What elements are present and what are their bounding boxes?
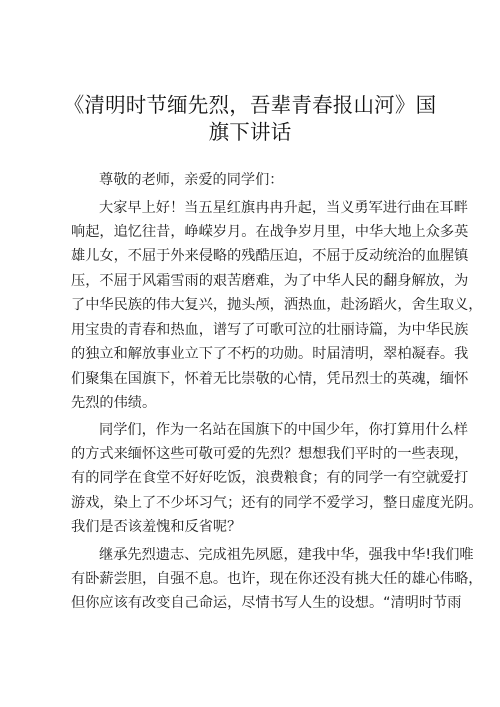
paragraph-1-line: 压，不屈于风霜雪雨的艰苦磨难，为了中华人民的翻身解放，为 [71,273,469,289]
paragraph-1-line: 雄儿女，不屈于外来侵略的残酷压迫，不屈于反动统治的血腥镇 [71,248,469,264]
paragraph-2-line: 同学们，作为一名站在国旗下的中国少年，你打算用什么样 [99,422,468,438]
paragraph-3-line: 但你应该有改变自己命运，尽情书写人生的设想。“清明时节雨 [71,595,462,611]
paragraph-3-line: 继承先烈遗志、完成祖先夙愿，建我中华，强我中华!我们唯 [99,547,474,563]
greeting: 尊敬的老师，亲爱的同学们： [99,172,284,188]
paragraph-1-line: 响起，追忆往昔，峥嵘岁月。在战争岁月里，中华大地上众多英 [71,224,469,240]
paragraph-2-line: 游戏，染上了不少坏习气；还有的同学不爱学习，整日虚度光阴。 [71,495,483,511]
paragraph-1-line: 的独立和解放事业立下了不朽的功勋。时届清明，翠柏凝春。我 [71,346,469,362]
document-title-line-2: 旗下讲话 [208,120,292,144]
paragraph-2-line: 的方式来缅怀这些可敬可爱的先烈？想想我们平时的一些表现， [71,446,469,462]
paragraph-1-line: 大家早上好！当五星红旗冉冉升起，当义勇军进行曲在耳畔 [99,200,468,216]
document-title-line-1: 《清明时节缅先烈，吾辈青春报山河》国 [63,93,437,117]
paragraph-1-line: 用宝贵的青春和热血，谱写了可歌可泣的壮丽诗篇，为中华民族 [71,322,469,338]
paragraph-1-line: 先烈的伟绩。 [71,395,157,411]
paragraph-2-line: 我们是否该羞愧和反省呢？ [71,519,242,535]
paragraph-1-line: 们聚集在国旗下，怀着无比崇敬的心情，凭吊烈士的英魂，缅怀 [71,371,469,387]
paragraph-1-line: 了中华民族的伟大复兴，抛头颅，洒热血，赴汤蹈火，舍生取义， [71,297,483,313]
paragraph-3-line: 有卧薪尝胆，自强不息。也许，现在你还没有挑大任的雄心伟略， [71,571,483,587]
paragraph-2-line: 有的同学在食堂不好好吃饭，浪费粮食；有的同学一有空就爱打 [71,470,469,486]
